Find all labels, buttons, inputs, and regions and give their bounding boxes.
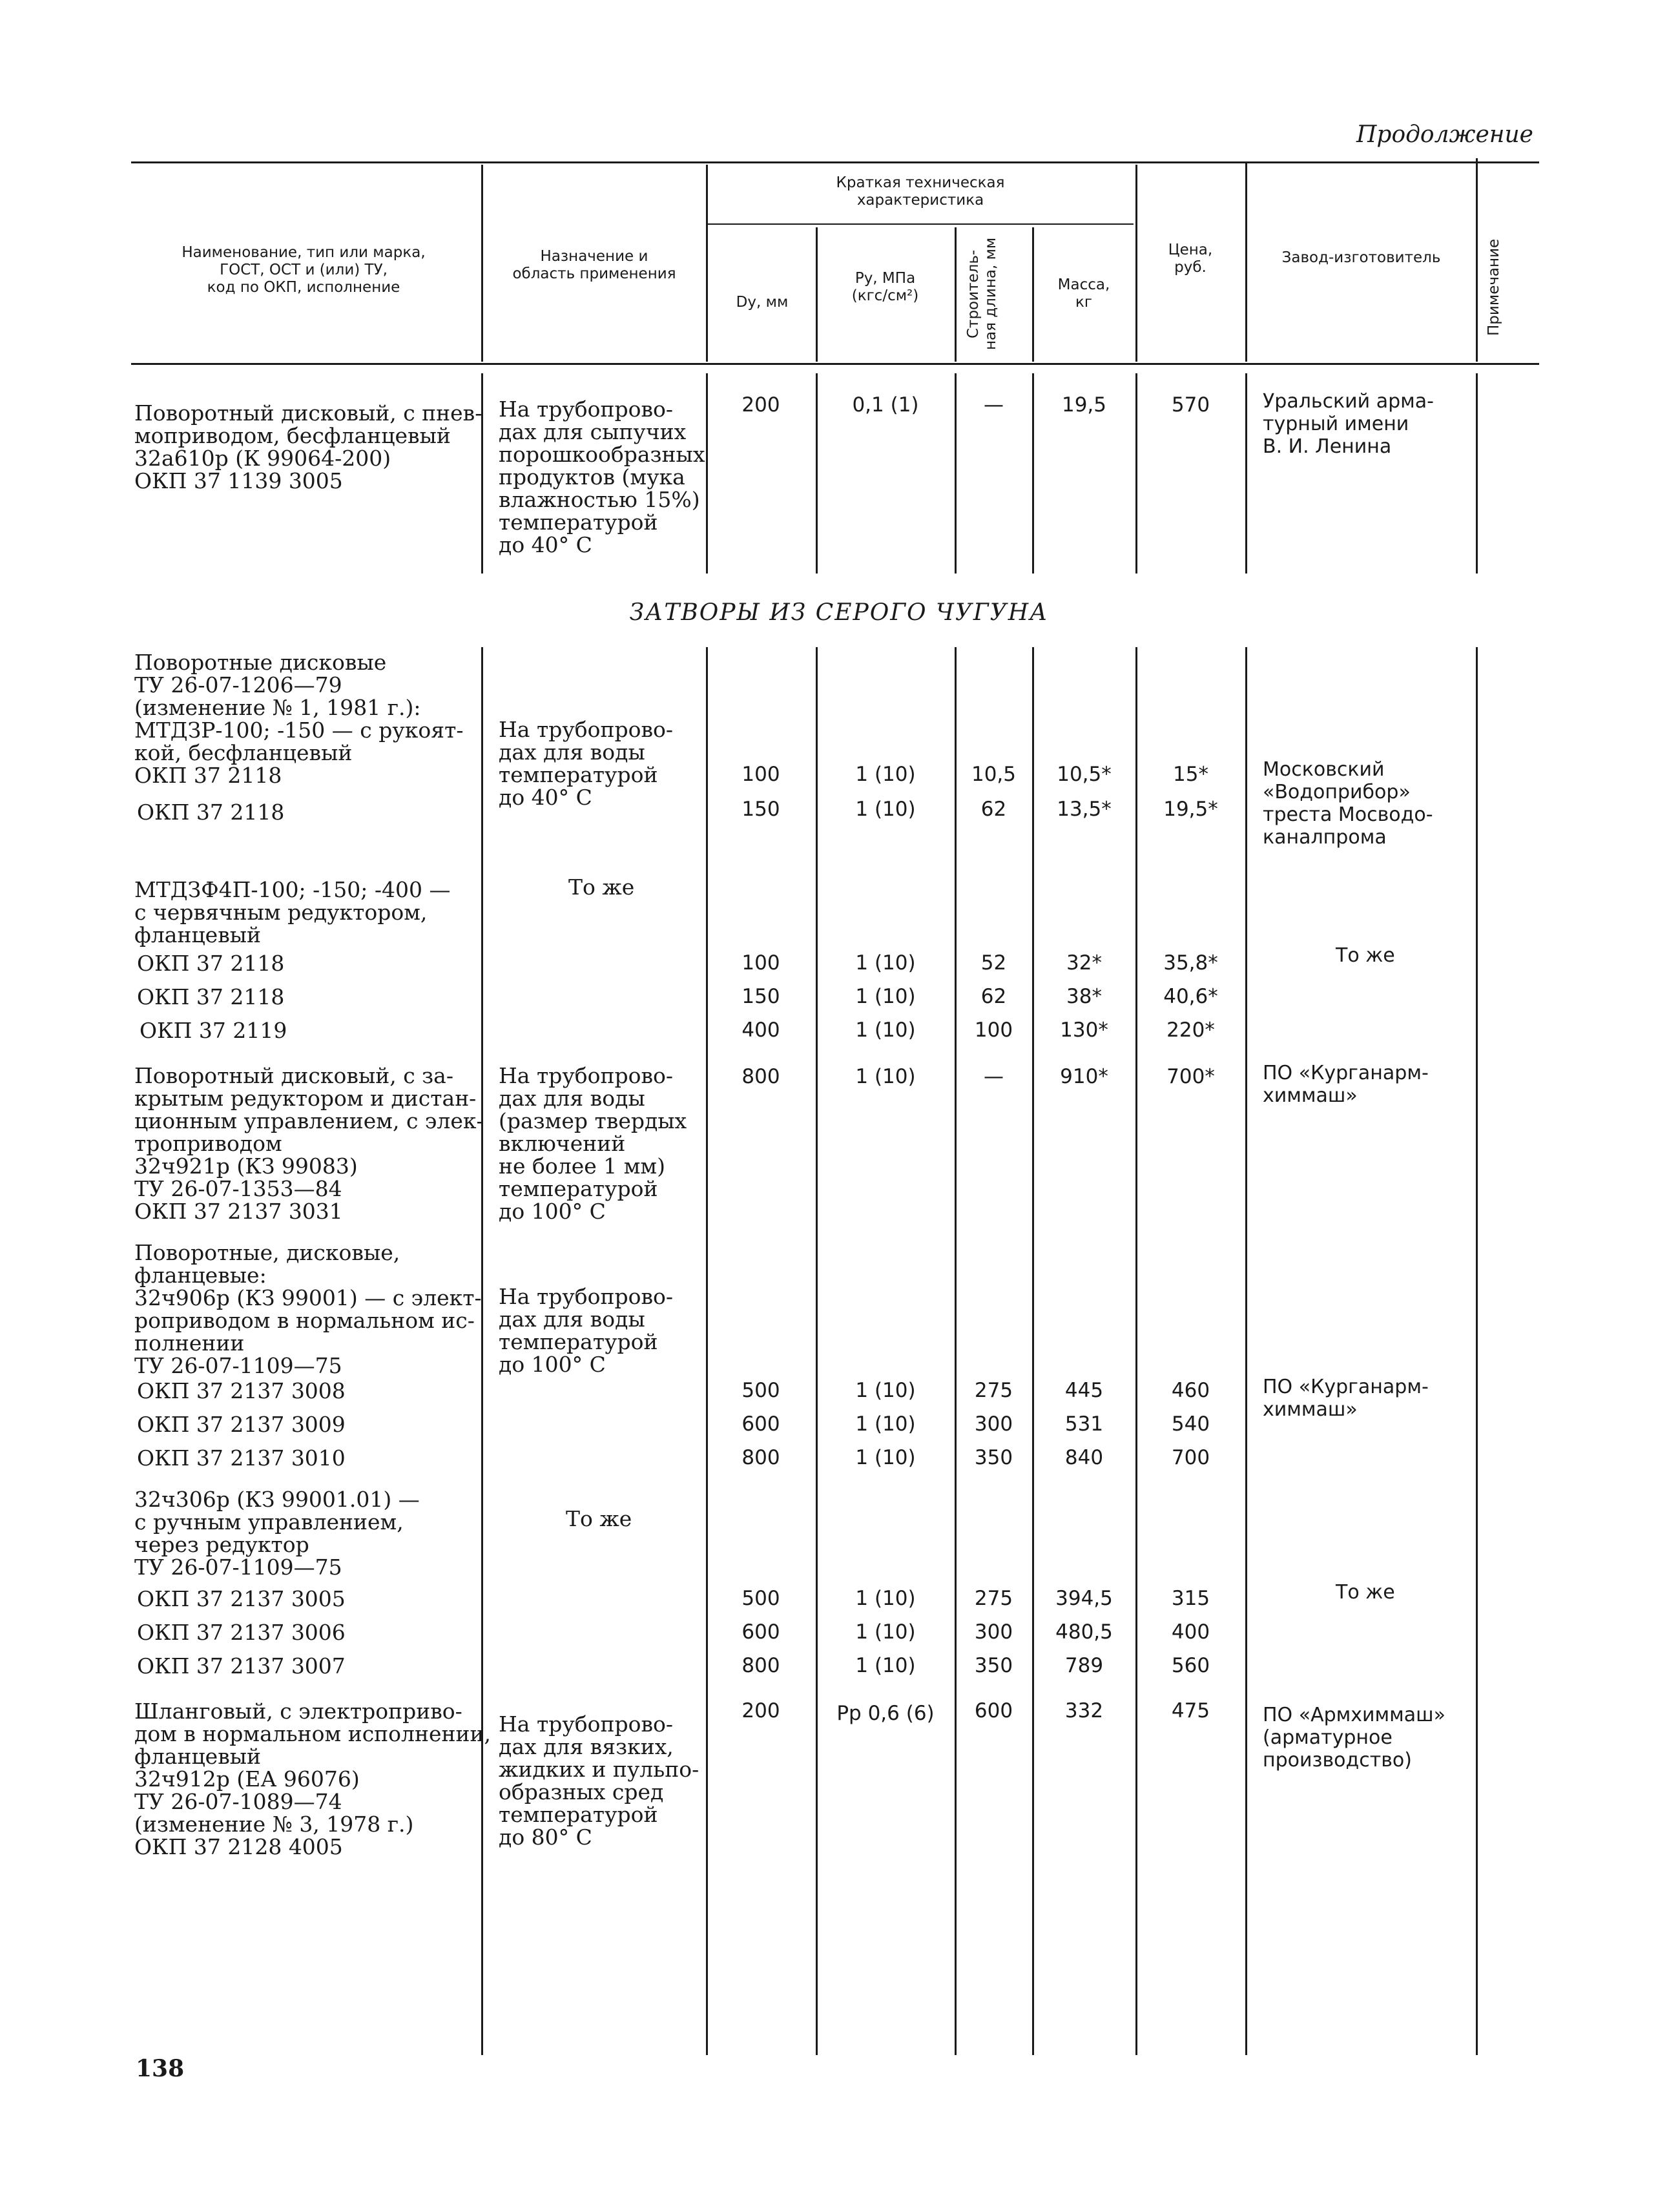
row-purpose: То же	[568, 874, 635, 900]
row-length: 62	[980, 798, 1007, 821]
row-maker: ПО «Армхиммаш» (арматурное производство)	[1263, 1704, 1445, 1772]
col-line	[1135, 165, 1137, 362]
row-maker: ПО «Курганарм- химмаш»	[1263, 1376, 1429, 1421]
row-py: 1 (10)	[855, 951, 916, 975]
row-price: 475	[1171, 1699, 1210, 1722]
header-tech: Краткая техническая характеристика	[836, 174, 1005, 209]
table-top-rule	[131, 161, 1539, 163]
row-okp: ОКП 37 2137 3008	[137, 1378, 346, 1403]
row-py: 1 (10)	[855, 1587, 916, 1610]
row-length: 100	[974, 1018, 1013, 1042]
row-dy: 100	[741, 951, 780, 975]
row-price: 220*	[1166, 1018, 1215, 1042]
row-py: 1 (10)	[855, 1446, 916, 1469]
row-dy: 200	[741, 393, 780, 417]
section-title: ЗАТВОРЫ ИЗ СЕРОГО ЧУГУНА	[629, 599, 1049, 626]
row-dy: 600	[741, 1412, 780, 1436]
col-line	[1245, 373, 1247, 574]
row-okp: ОКП 37 2137 3005	[137, 1586, 346, 1611]
row-length: 350	[974, 1654, 1013, 1677]
row-dy: 800	[741, 1654, 780, 1677]
continuation-label: Продолжение	[1356, 121, 1533, 148]
row-okp: ОКП 37 2137 3009	[137, 1412, 346, 1437]
row-price: 35,8*	[1163, 951, 1218, 975]
row-mass: 38*	[1066, 985, 1102, 1008]
row-name: Шланговый, с электроприво- дом в нормальном исполнении, фланцевый 32ч912р (ЕА 96076) ТУ 26-07-1089—74 (изменение № 3, 1978 г.) ОКП 37 2128 4005	[134, 1699, 491, 1859]
row-length: 300	[974, 1412, 1013, 1436]
col-line	[1032, 227, 1034, 362]
row-dy: 100	[741, 763, 780, 786]
header-note: Примечание	[1486, 238, 1502, 336]
row-dy: 200	[741, 1699, 780, 1722]
row-length: —	[984, 393, 1004, 417]
row-okp: ОКП 37 2119	[140, 1018, 287, 1043]
row-name: Поворотные дисковые ТУ 26-07-1206—79 (изменение № 1, 1981 г.): МТДЗР-100; -150 — с рукоят- кой, бесфланцевый ОКП 37 2118	[134, 650, 464, 788]
col-line	[481, 165, 483, 362]
row-dy: 400	[741, 1018, 780, 1042]
tech-subheader-rule	[707, 223, 1134, 225]
col-line	[1476, 373, 1478, 574]
row-price: 40,6*	[1163, 985, 1218, 1008]
row-maker: Уральский арма- турный имени В. И. Ленина	[1263, 390, 1434, 458]
row-py: 1 (10)	[855, 1065, 916, 1088]
row-length: 300	[974, 1620, 1013, 1644]
col-line	[816, 227, 818, 362]
row-py: 1 (10)	[855, 1379, 916, 1402]
row-maker: То же	[1336, 1581, 1395, 1604]
row-price: 15*	[1173, 763, 1208, 786]
col-line	[1032, 647, 1034, 2055]
header-dy: Dу, мм	[736, 294, 789, 311]
row-maker: То же	[1336, 944, 1395, 967]
row-mass: 789	[1064, 1654, 1104, 1677]
row-mass: 531	[1064, 1412, 1104, 1436]
row-purpose: То же	[566, 1506, 632, 1531]
row-maker: ПО «Курганарм- химмаш»	[1263, 1062, 1429, 1107]
header-bottom-rule	[131, 363, 1539, 365]
row-length: —	[984, 1065, 1004, 1088]
row-okp: ОКП 37 2137 3010	[137, 1445, 346, 1471]
row-purpose: На трубопрово- дах для воды (размер твердых включений не более 1 мм) температурой до 100° С	[499, 1063, 687, 1224]
row-price: 19,5*	[1163, 798, 1218, 821]
row-mass: 19,5	[1061, 393, 1107, 417]
row-price: 315	[1171, 1587, 1210, 1610]
row-maker: Московский «Водоприбор» треста Мосводо- каналпрома	[1263, 758, 1433, 849]
row-mass: 332	[1064, 1699, 1104, 1722]
row-length: 62	[980, 985, 1007, 1008]
col-line	[955, 227, 957, 362]
col-line	[816, 647, 818, 2055]
header-price: Цена, руб.	[1168, 242, 1213, 276]
row-name: МТДЗФ4П-100; -150; -400 — с червячным редуктором, фланцевый	[134, 877, 451, 947]
header-mass: Масса, кг	[1057, 276, 1110, 311]
row-mass: 910*	[1060, 1065, 1108, 1088]
row-purpose: На трубопрово- дах для воды температурой до 40° С	[499, 717, 674, 810]
row-length: 52	[980, 951, 1007, 975]
row-py: 1 (10)	[855, 1654, 916, 1677]
row-purpose: На трубопрово- дах для воды температурой до 100° С	[499, 1284, 674, 1377]
row-mass: 840	[1064, 1446, 1104, 1469]
col-line	[1476, 158, 1478, 362]
row-length: 600	[974, 1699, 1013, 1722]
row-okp: ОКП 37 2137 3006	[137, 1620, 346, 1645]
row-price: 400	[1171, 1620, 1210, 1644]
row-okp: ОКП 37 2118	[137, 951, 285, 976]
row-length: 275	[974, 1587, 1013, 1610]
row-length: 10,5	[971, 763, 1017, 786]
header-length: Строитель- ная длина, мм	[965, 237, 999, 351]
row-py: 1 (10)	[855, 1620, 916, 1644]
row-name: Поворотный дисковый, с пнев- моприводом, бесфланцевый 32а610р (К 99064-200) ОКП 37 1139 3005	[134, 400, 482, 493]
row-price: 700	[1171, 1446, 1210, 1469]
row-mass: 130*	[1060, 1018, 1108, 1042]
row-mass: 10,5*	[1057, 763, 1112, 786]
row-name: Поворотный дисковый, с за- крытым редуктором и дистан- ционным управлением, с элек- троприводом 32ч921р (КЗ 99083) ТУ 26-07-1353—84 ОКП 37 2137 3031	[134, 1063, 484, 1224]
col-line	[955, 647, 957, 2055]
col-line	[1245, 647, 1247, 2055]
row-dy: 800	[741, 1065, 780, 1088]
row-purpose: На трубопрово- дах для сыпучих порошкообразных продуктов (мука влажностью 15%) температурой до 40° С	[499, 397, 705, 557]
col-line	[706, 165, 708, 362]
row-price: 460	[1171, 1379, 1210, 1402]
col-line	[1476, 647, 1478, 2055]
row-dy: 600	[741, 1620, 780, 1644]
row-price: 560	[1171, 1654, 1210, 1677]
row-py: 1 (10)	[855, 1018, 916, 1042]
header-name: Наименование, тип или марка, ГОСТ, ОСТ и (или) ТУ, код по ОКП, исполнение	[181, 244, 426, 296]
row-py: 1 (10)	[855, 1412, 916, 1436]
row-length: 275	[974, 1379, 1013, 1402]
row-mass: 445	[1064, 1379, 1104, 1402]
row-okp: ОКП 37 2118	[137, 800, 285, 825]
page-number: 138	[136, 2055, 185, 2082]
row-dy: 800	[741, 1446, 780, 1469]
header-maker: Завод-изготовитель	[1281, 249, 1441, 266]
row-mass: 480,5	[1055, 1620, 1113, 1644]
header-py: Pу, МПа (кгс/см²)	[851, 270, 919, 304]
row-name: 32ч306р (КЗ 99001.01) — с ручным управлением, через редуктор ТУ 26-07-1109—75	[134, 1487, 420, 1580]
row-okp: ОКП 37 2118	[137, 984, 285, 1009]
row-okp: ОКП 37 2137 3007	[137, 1653, 346, 1679]
row-length: 350	[974, 1446, 1013, 1469]
row-price: 570	[1171, 393, 1210, 417]
row-dy: 150	[741, 798, 780, 821]
row-py: 1 (10)	[855, 763, 916, 786]
row-dy: 500	[741, 1587, 780, 1610]
row-purpose: На трубопрово- дах для вязких, жидких и пульпо- образных сред температурой до 80° С	[499, 1711, 699, 1850]
row-price: 540	[1171, 1412, 1210, 1436]
row-dy: 500	[741, 1379, 780, 1402]
row-mass: 32*	[1066, 951, 1102, 975]
row-mass: 13,5*	[1057, 798, 1112, 821]
row-py: 1 (10)	[855, 985, 916, 1008]
header-purpose: Назначение и область применения	[512, 248, 676, 282]
row-price: 700*	[1166, 1065, 1215, 1088]
col-line	[1135, 647, 1137, 2055]
col-line	[1245, 161, 1247, 362]
row-mass: 394,5	[1055, 1587, 1113, 1610]
row-py: Pр 0,6 (6)	[836, 1702, 935, 1725]
row-dy: 150	[741, 985, 780, 1008]
row-py: 0,1 (1)	[852, 393, 919, 417]
row-name: Поворотные, дисковые, фланцевые: 32ч906р (КЗ 99001) — с элект- роприводом в нормальном ис- полнении ТУ 26-07-1109—75	[134, 1240, 482, 1378]
row-py: 1 (10)	[855, 798, 916, 821]
col-line	[706, 647, 708, 2055]
